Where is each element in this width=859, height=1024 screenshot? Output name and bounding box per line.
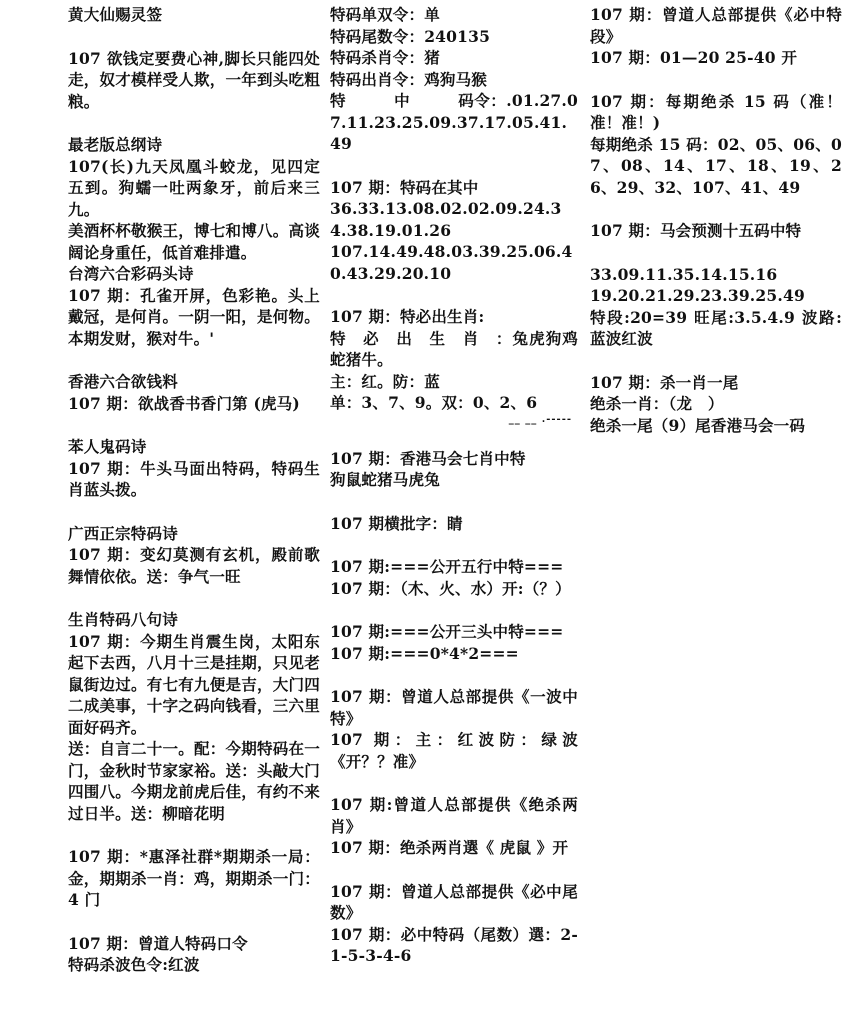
text-line: 107 期：马会预测十五码中特	[590, 221, 802, 240]
text-line: 台湾六合彩码头诗	[68, 264, 194, 283]
text-block	[68, 609, 320, 824]
text-line: 单：3、7、9。双：0、2、6	[330, 393, 538, 412]
text-line: 107.14.49.48.03.39.25.06.40.43.29.20.10	[330, 242, 573, 283]
text-line: 107 期：曾道人特码口令	[68, 933, 248, 953]
text-block	[68, 523, 320, 588]
text-line: 107 期:===公开三头中特===	[330, 622, 564, 641]
column-right	[590, 4, 842, 458]
text-line: 特段:20=39 旺尾:3.5.4.9 波路:蓝波红波	[590, 307, 842, 348]
text-line: 107 期：每期绝杀 15 码（准！准！准！)	[590, 91, 842, 132]
text-line: 107 期：杀一肖一尾	[590, 372, 739, 392]
text-line: 107 期：01—20 25-40 开	[590, 48, 798, 67]
text-line: 绝杀一尾（9）尾香港马会一码	[590, 415, 806, 435]
text-line: 36.33.13.08.02.02.09.24.34.38.19.01.26	[330, 199, 562, 240]
text-line: 107 期：必中特码（尾数）選：2-1-5-3-4-6	[330, 924, 578, 965]
text-block	[330, 4, 578, 155]
text-line: 送：自言二十一。配：今期特码在一门，金秋时节家家裕。送：头敲大门四围八。今期龙前虎后佳，有约不来过日半。送：柳暗花明	[68, 739, 320, 823]
text-line: 107 期：香港马会七肖中特	[330, 448, 526, 468]
column-left	[68, 4, 320, 998]
text-line: 107 期：牛头马面出特码，特码生肖蓝头拨。	[68, 458, 320, 499]
text-block	[330, 306, 578, 426]
text-line: 美酒杯杯敬猴王，博七和博八。高谈阔论身重任，低首难排遣。	[68, 221, 320, 262]
text-line: 107 期:===公开五行中特===	[330, 557, 564, 576]
text-line: 107 期：欲战香书香门第 (虎马)	[68, 393, 300, 413]
text-block	[330, 881, 578, 967]
text-line: 苯人鬼码诗	[68, 437, 147, 456]
text-line: 特码杀波色令:红波	[68, 955, 200, 974]
text-line: 香港六合欲钱料	[68, 372, 178, 391]
text-block	[590, 220, 842, 242]
text-line: 黄大仙赐灵签	[68, 5, 163, 24]
text-block	[590, 4, 842, 69]
text-line: 107 期：孔雀开屏，色彩艳。头上戴冠，是何肖。一阴一阳，是何物。本期发财，猴对牛。'	[68, 285, 320, 348]
text-block	[68, 933, 320, 976]
text-line: 107 期：绝杀两肖選《 虎鼠 》开	[330, 838, 569, 857]
text-line: 107 期：*惠泽社群*期期杀一局：金，期期杀一肖：鸡，期期杀一门：4 门	[68, 847, 320, 909]
text-line: 107 期：特码在其中	[330, 177, 479, 197]
text-line: 特码杀肖令：猪	[330, 48, 440, 67]
column-middle	[330, 4, 578, 989]
text-line: 107 期：今期生肖震生岗，太阳东起下去西，八月十三是挂期，只见老鼠街边过。有七有九便是吉，大门四二成美事，十字之码向钱看，三六里面好码齐。	[68, 631, 320, 737]
text-line: 33.09.11.35.14.15.16	[590, 264, 778, 284]
text-block	[590, 372, 842, 437]
text-block	[68, 48, 320, 113]
text-block	[68, 4, 320, 26]
text-line: 生肖特码八句诗	[68, 610, 178, 629]
text-line: 107 期:曾道人总部提供《绝杀两肖》	[330, 795, 578, 836]
text-line: 特码单双令：单	[330, 5, 440, 24]
text-line: 特码尾数令：240135	[330, 26, 491, 46]
text-block	[68, 371, 320, 414]
text-block	[330, 621, 578, 664]
text-line: 107 期：曾道人总部提供《必中尾数》	[330, 881, 578, 922]
text-block	[68, 134, 320, 349]
text-block	[68, 846, 320, 911]
text-line: 每期绝杀 15 码：02、05、06、07、08、14、17、18、19、26、29、32、107、41、49	[590, 134, 842, 197]
text-line: 107 期：变幻莫测有玄机，殿前歌舞情依依。送：争气一旺	[68, 545, 320, 586]
text-block	[590, 91, 842, 199]
text-line: 107 期：曾道人总部提供《一波中特》	[330, 687, 578, 728]
text-line: 107(长)九天凤凰斗蛟龙，见四定五到。狗蠕一吐两象牙，前后来三九。	[68, 156, 320, 219]
text-line: 107 期：（木、火、水）开:（？）	[330, 578, 571, 598]
text-block	[590, 264, 842, 350]
dashed-rule: __ __ .-----	[508, 413, 572, 425]
text-block	[330, 448, 578, 491]
text-block	[68, 436, 320, 501]
text-line: 107 欲钱定要费心神,脚长只能四处走，奴才模样受人欺，一年到头吃粗粮。	[68, 48, 320, 111]
text-line: 狗鼠蛇猪马虎兔	[330, 470, 440, 489]
text-line: 最老版总纲诗	[68, 135, 163, 154]
text-line: 107 期：特必出生肖:	[330, 307, 485, 326]
text-line: 107 期：主：红波防：绿波《开？？准》	[330, 730, 578, 771]
text-line: 107 期横批字：睛	[330, 513, 463, 533]
text-line: 107 期：曾道人总部提供《必中特段》	[590, 5, 842, 46]
text-block	[330, 686, 578, 772]
text-line: 107 期:===0*4*2===	[330, 643, 519, 663]
text-line: 19.20.21.29.23.39.25.49	[590, 286, 805, 305]
text-block	[330, 177, 578, 285]
text-line: 特码出肖令：鸡狗马猴	[330, 69, 488, 89]
text-block	[330, 556, 578, 599]
text-block	[330, 794, 578, 859]
text-line: 主：红。防：蓝	[330, 371, 440, 391]
text-block	[330, 513, 578, 535]
text-line: 特 中 码令：.01.27.07.11.23.25.09.37.17.05.41.49	[330, 91, 578, 153]
text-line: 广西正宗特码诗	[68, 523, 178, 543]
text-line: 绝杀一肖：（龙 ）	[590, 394, 724, 413]
text-line: 特 必 出 生 肖 ：兔虎狗鸡蛇猪牛。	[330, 328, 578, 369]
